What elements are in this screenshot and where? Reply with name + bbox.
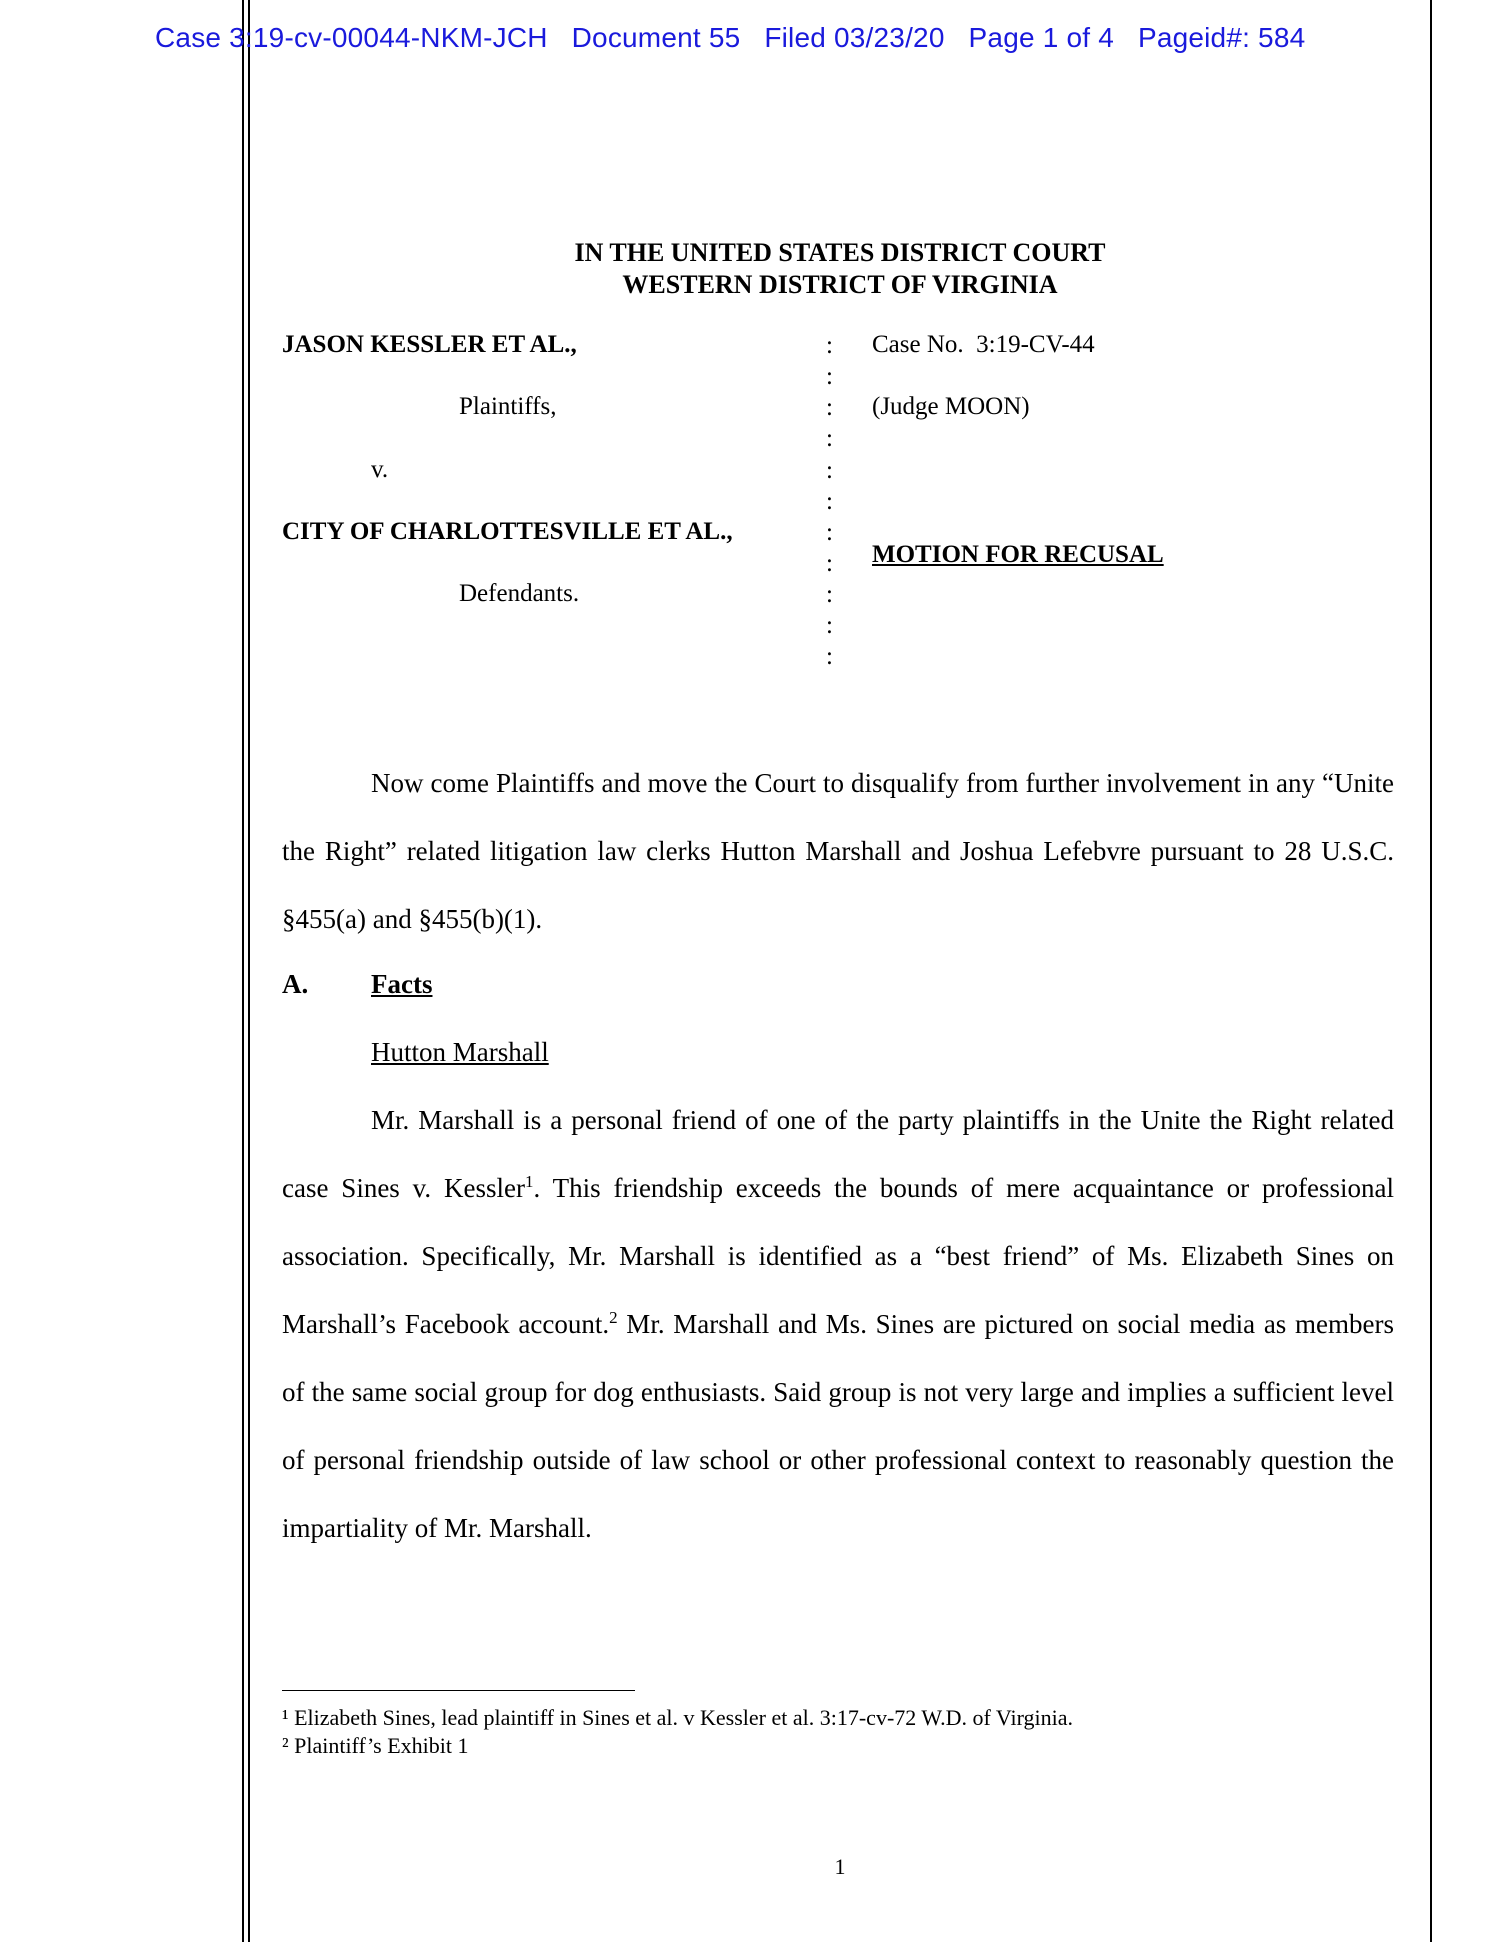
caption-separator: : bbox=[826, 612, 833, 639]
motion-title: MOTION FOR RECUSAL bbox=[872, 541, 1164, 568]
caption-separator: : bbox=[826, 643, 833, 670]
caption-separator: : bbox=[826, 488, 833, 515]
court-heading bbox=[0, 237, 1500, 301]
footnote-divider bbox=[282, 1690, 635, 1691]
filing-header-stamp bbox=[155, 22, 1305, 54]
caption-defendant-role: Defendants. bbox=[459, 580, 580, 607]
court-name: IN THE UNITED STATES DISTRICT COURT bbox=[574, 238, 1106, 267]
facts-text-part1: Mr. Marshall is a personal friend of one of the party plaintiffs in the Unite the Right related case Sines v. Kessler bbox=[282, 1105, 1394, 1203]
section-label: A. bbox=[282, 969, 309, 999]
caption-separator: : bbox=[826, 519, 833, 546]
caption-plaintiff: JASON KESSLER ET AL., bbox=[282, 331, 577, 358]
caption-separator: : bbox=[826, 394, 833, 421]
caption-defendant: CITY OF CHARLOTTESVILLE ET AL., bbox=[282, 518, 733, 545]
footnote-1 bbox=[282, 1704, 1073, 1732]
footnote-ref-2[interactable]: 2 bbox=[609, 1308, 618, 1327]
header-filed-date: Filed 03/23/20 bbox=[764, 22, 945, 53]
page-number: 1 bbox=[834, 1854, 846, 1879]
footnote-text: Plaintiff’s Exhibit 1 bbox=[288, 1733, 469, 1758]
intro-paragraph: Now come Plaintiffs and move the Court to disqualify from further involvement in any “Unite the Right” related litigation law clerks Hutton Marshall and Joshua Lefebvre pursuant to 28 U.S.C. §455(a) and §455(b)(1). bbox=[282, 768, 1394, 934]
footnote-text: Elizabeth Sines, lead plaintiff in Sines et al. v Kessler et al. 3:17-cv-72 W.D. of Virginia. bbox=[288, 1705, 1074, 1730]
caption-case-number: Case No. 3:19-CV-44 bbox=[872, 331, 1095, 358]
section-title: Facts bbox=[371, 969, 433, 999]
footnote-2 bbox=[282, 1732, 468, 1760]
header-case-number: Case 3:19-cv-00044-NKM-JCH bbox=[155, 22, 548, 53]
caption-separator: : bbox=[826, 581, 833, 608]
caption-separator: : bbox=[826, 425, 833, 452]
header-document: Document 55 bbox=[571, 22, 741, 53]
caption-separator: : bbox=[826, 550, 833, 577]
facts-text-part3: Mr. Marshall and Ms. Sines are pictured on social media as members of the same social group for dog enthusiasts. Said group is not very large and implies a sufficient level of personal friendship outside of law school or other professional context to reasonably question the impartiality of Mr. Marshall. bbox=[282, 1309, 1395, 1543]
header-page-count: Page 1 of 4 bbox=[968, 22, 1114, 53]
caption-separator: : bbox=[826, 363, 833, 390]
court-district: WESTERN DISTRICT OF VIRGINIA bbox=[622, 270, 1058, 299]
facts-text-part2: . This friendship exceeds the bounds of mere acquaintance or professional association. Specifically, Mr. Marshall is identified as a “best friend” of Ms. Elizabeth Sines on Marshall’s Facebook account. bbox=[282, 1173, 1394, 1339]
caption-separator: : bbox=[826, 457, 833, 484]
footnote-ref-1[interactable]: 1 bbox=[525, 1172, 534, 1191]
header-pageid: Pageid#: 584 bbox=[1137, 22, 1306, 53]
subheading-hutton-marshall: Hutton Marshall bbox=[371, 1037, 549, 1067]
caption-plaintiff-role: Plaintiffs, bbox=[459, 393, 557, 420]
facts-paragraph bbox=[282, 1086, 1394, 1562]
footnote-mark: ² bbox=[282, 1733, 289, 1758]
caption-separator: : bbox=[826, 332, 833, 359]
caption-judge: (Judge MOON) bbox=[872, 393, 1030, 420]
footnote-mark: ¹ bbox=[282, 1705, 289, 1730]
caption-versus: v. bbox=[371, 456, 389, 483]
